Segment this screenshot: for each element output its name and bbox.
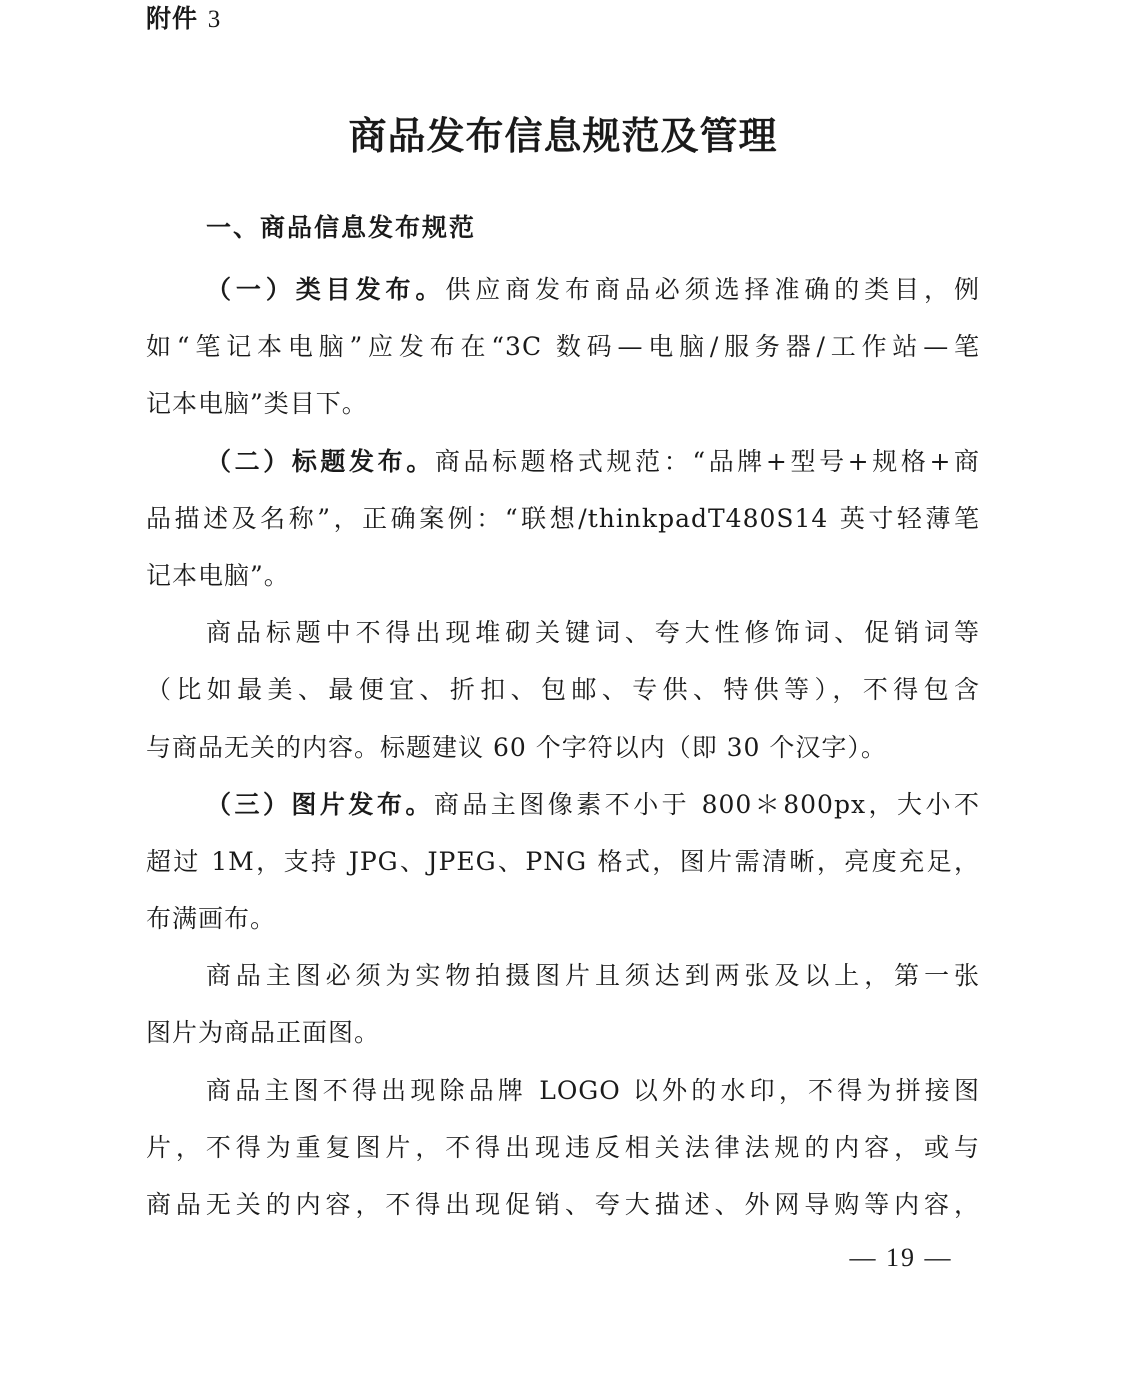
paragraph-2-line-1-text: 商品标题格式规范：“品牌+型号+规格+商 xyxy=(434,446,980,476)
paragraph-2-line-1 xyxy=(146,433,980,490)
paragraph-2-lead: （二）标题发布。 xyxy=(206,446,435,476)
attachment-word: 附件 xyxy=(146,4,199,33)
section-heading: 一、商品信息发布规范 xyxy=(206,213,477,242)
paragraph-2-line-2: 品描述及名称”，正确案例：“联想/thinkpadT480S14 英寸轻薄笔 xyxy=(146,503,980,533)
paragraph-6-line-2: 片，不得为重复图片，不得出现违反相关法律法规的内容，或与 xyxy=(146,1132,980,1162)
paragraph-1-line-3: 记本电脑”类目下。 xyxy=(146,389,368,419)
paragraph-6-line-1: 商品主图不得出现除品牌 LOGO 以外的水印，不得为拼接图 xyxy=(206,1075,980,1105)
paragraph-1-line-1 xyxy=(146,261,980,318)
paragraph-4-line-1-text: 商品主图像素不小于 800＊800px，大小不 xyxy=(433,789,980,819)
paragraph-1-line-1-text: 供应商发布商品必须选择准确的类目，例 xyxy=(445,275,980,304)
paragraph-3-line-1: 商品标题中不得出现堆砌关键词、夸大性修饰词、促销词等 xyxy=(206,618,980,648)
paragraph-1-line-2: 如“笔记本电脑”应发布在“3C 数码—电脑/服务器/工作站—笔 xyxy=(146,332,980,362)
paragraph-4-line-3: 布满画布。 xyxy=(146,904,277,934)
paragraph-4-line-1 xyxy=(146,776,980,833)
document-body xyxy=(146,261,980,1233)
page-number: — 19 — xyxy=(849,1243,953,1272)
attachment-number: 3 xyxy=(207,6,222,33)
attachment-label xyxy=(146,2,221,37)
paragraph-6-line-3: 商品无关的内容，不得出现促销、夸大描述、外网导购等内容， xyxy=(146,1190,980,1219)
paragraph-4-line-2: 超过 1M，支持 JPG、JPEG、PNG 格式，图片需清晰，亮度充足， xyxy=(146,846,980,876)
paragraph-1-lead: （一）类目发布。 xyxy=(206,275,446,304)
paragraph-4-lead: （三）图片发布。 xyxy=(206,789,434,819)
paragraph-3-line-2: （比如最美、最便宜、折扣、包邮、专供、特供等），不得包含 xyxy=(146,675,980,705)
document-title: 商品发布信息规范及管理 xyxy=(348,113,778,158)
paragraph-5-line-1: 商品主图必须为实物拍摄图片且须达到两张及以上，第一张 xyxy=(206,961,980,991)
paragraph-5-line-2: 图片为商品正面图。 xyxy=(146,1018,381,1048)
paragraph-3-line-3: 与商品无关的内容。标题建议 60 个字符以内（即 30 个汉字）。 xyxy=(146,732,887,762)
paragraph-2-line-3: 记本电脑”。 xyxy=(146,560,290,590)
